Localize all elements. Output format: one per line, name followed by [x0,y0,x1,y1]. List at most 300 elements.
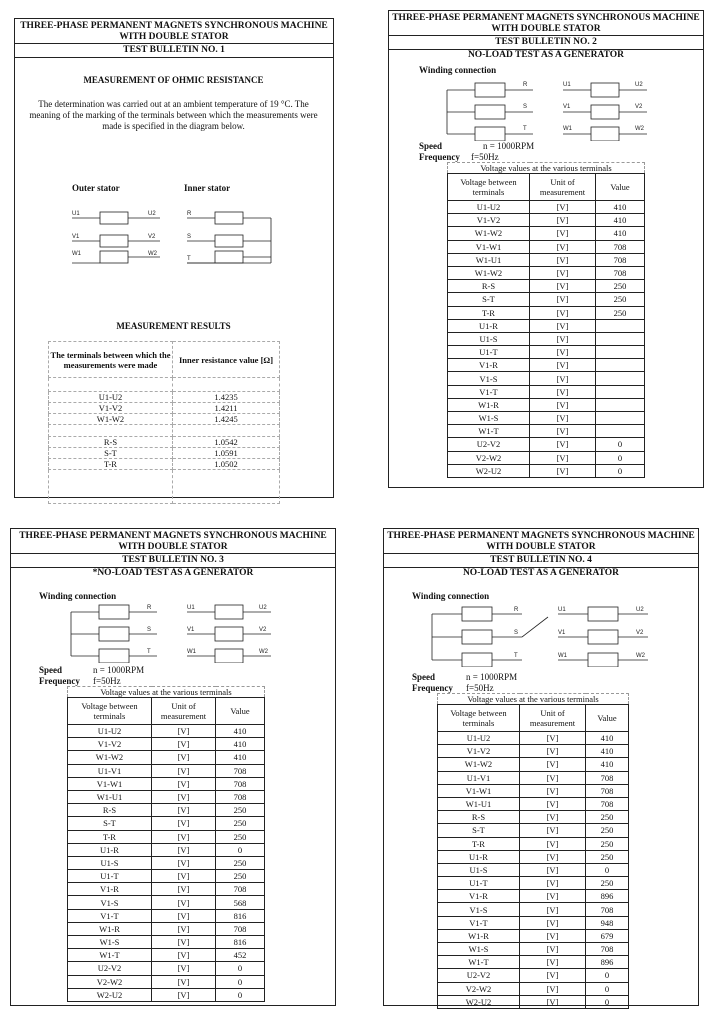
table-row [68,856,265,869]
voltage-table [447,162,645,478]
value-cell: 250 [216,804,265,817]
bulletin-number: TEST BULLETIN NO. 4 [384,554,698,568]
terminals-cell: V2-W2 [68,975,152,988]
value-cell: 250 [216,856,265,869]
table-row [448,425,645,438]
value-cell [596,359,645,372]
unit-cell: [V] [152,830,216,843]
terminals-cell: U2-V2 [68,962,152,975]
terminal-s: S [523,104,528,110]
unit-cell: [V] [530,346,596,359]
machine-title-line1: THREE-PHASE PERMANENT MAGNETS SYNCHRONOUS MACHINE [387,531,695,541]
value-cell: 708 [216,777,265,790]
unit-cell: [V] [520,784,586,797]
terminal-w2: W2 [635,126,644,132]
table-row [438,890,629,903]
terminal-v2: V2 [636,630,644,636]
terminals-cell: U1-T [68,870,152,883]
table-row: R-S 1.0542 [49,437,280,448]
terminals-cell: V2-W2 [448,451,530,464]
terminal-t: T [514,653,518,659]
value-cell: 679 [586,929,629,942]
value-cell: 0 [586,982,629,995]
value-cell: 708 [216,790,265,803]
unit-cell: [V] [530,425,596,438]
unit-cell: [V] [152,817,216,830]
voltage-table [67,686,265,1002]
terminals-cell: V1-T [438,916,520,929]
unit-cell: [V] [520,771,586,784]
unit-cell: [V] [530,359,596,372]
unit-cell: [V] [530,240,596,253]
value-cell: 250 [596,280,645,293]
value-cell [596,332,645,345]
value-cell: 250 [586,824,629,837]
table-row [448,372,645,385]
value-cell: 410 [216,725,265,738]
terminal-v1: V1 [187,627,195,633]
table-row [438,916,629,929]
col-unit: Unit of measurement [530,174,596,201]
unit-cell: [V] [530,438,596,451]
terminal-u2: U2 [148,211,156,217]
description-line3: made is specified in the diagram below. [102,121,245,131]
table-row [68,751,265,764]
terminal-r: R [514,607,519,613]
col-terminals: Voltage between terminals [448,174,530,201]
bulletin-number: TEST BULLETIN NO. 1 [15,44,333,58]
table-row [438,771,629,784]
outer-stator-diagram [70,205,165,265]
value-cell: 250 [216,817,265,830]
unit-cell: [V] [152,883,216,896]
value-cell: 250 [586,850,629,863]
terminals-cell: W1-R [438,929,520,942]
spacer-cell [49,470,173,504]
terminals-cell: R-S [438,811,520,824]
terminals-cell: V1-W1 [438,784,520,797]
terminal-r: R [147,605,152,611]
table-row [68,909,265,922]
table-row [448,398,645,411]
spacer-cell [173,378,280,392]
table-row [68,790,265,803]
speed-value: n = 1000RPM [483,141,535,151]
value-cell [596,398,645,411]
unit-cell: [V] [520,969,586,982]
unit-cell: [V] [152,764,216,777]
terminal-w1: W1 [563,126,572,132]
terminals-cell: W1-W2 [68,751,152,764]
unit-cell: [V] [530,253,596,266]
machine-title [11,529,335,554]
terminal-w2: W2 [636,653,645,659]
terminals-cell: W2-U2 [438,995,520,1008]
unit-cell: [V] [520,995,586,1008]
table-row [438,995,629,1008]
terminals-cell: W1-W2 [438,758,520,771]
outer-stator-label: Outer stator [72,183,120,193]
value-cell: 568 [216,896,265,909]
frequency-label: Frequency [39,676,80,686]
unit-cell: [V] [520,837,586,850]
terminals-cell: U1-V1 [438,771,520,784]
terminals-cell: V1-W1 [68,777,152,790]
terminals-cell: U2-V2 [438,969,520,982]
value-cell: 250 [586,837,629,850]
value-cell: 708 [586,903,629,916]
col-value: Value [596,174,645,201]
unit-cell: [V] [520,824,586,837]
value-cell: 816 [216,909,265,922]
col-unit: Unit of measurement [520,705,586,732]
table-row [438,758,629,771]
results-title: MEASUREMENT RESULTS [116,321,231,331]
terminals-cell: W1-W2 [448,266,530,279]
terminal-s: S [147,627,152,633]
table-row [448,412,645,425]
frequency-label: Frequency [419,152,460,162]
unit-cell: [V] [520,811,586,824]
value-cell: 0 [216,988,265,1001]
voltage-caption: Voltage values at the various terminals [438,694,629,705]
unit-cell: [V] [520,745,586,758]
unit-cell: [V] [520,797,586,810]
value-cell: 0 [596,438,645,451]
terminals-cell: U1-T [448,346,530,359]
terminal-w1: W1 [72,251,81,257]
value-cell: 410 [586,745,629,758]
terminals-cell: U2-V2 [448,438,530,451]
terminals-cell: W1-U1 [68,790,152,803]
unit-cell: [V] [520,929,586,942]
terminals-cell: W1-W2 [448,227,530,240]
value-cell: 708 [596,266,645,279]
value-cell [596,372,645,385]
value-cell: 250 [216,870,265,883]
unit-cell: [V] [530,266,596,279]
value-cell: 708 [586,771,629,784]
table-row [68,738,265,751]
terminals-cell: W1-U1 [448,253,530,266]
outer-winding-diagram [185,601,275,663]
unit-cell: [V] [520,916,586,929]
spacer-cell [49,378,173,392]
terminals-cell: V1-T [448,385,530,398]
table-row [68,883,265,896]
machine-title [15,19,333,44]
terminals-cell: W1-T [438,956,520,969]
unit-cell: [V] [152,949,216,962]
terminal-t: T [187,256,191,262]
machine-title-line2: WITH DOUBLE STATOR [119,31,229,42]
terminals-cell: U1-U2 [448,201,530,214]
terminals-cell: W1-S [438,943,520,956]
terminals-cell: S-T [438,824,520,837]
speed-label: Speed [412,672,436,682]
table-row [68,975,265,988]
value-cell: 0 [216,975,265,988]
value-cell: 410 [216,738,265,751]
test-name: NO-LOAD TEST AS A GENERATOR [467,49,625,60]
value-cell: 708 [586,784,629,797]
table-row [448,253,645,266]
description-line2: meaning of the marking of the terminals between which the measurements were [29,110,318,120]
value-cell: 410 [216,751,265,764]
terminals-cell: W1-R [448,398,530,411]
value-cell: 0 [586,995,629,1008]
unit-cell: [V] [152,843,216,856]
terminal-u2: U2 [636,607,644,613]
terminals-cell: U1-U2 [68,725,152,738]
terminal-u1: U1 [563,82,571,88]
table-row [68,922,265,935]
bulletin-2 [388,10,704,488]
unit-cell: [V] [530,280,596,293]
table-row [438,745,629,758]
section-title: MEASUREMENT OF OHMIC RESISTANCE [83,75,264,85]
unit-cell: [V] [520,850,586,863]
unit-cell: [V] [520,903,586,916]
table-row: S-T 1.0591 [49,448,280,459]
value-cell: 0 [596,464,645,477]
value-cell: 708 [216,764,265,777]
value-cell: 250 [596,293,645,306]
terminal-s: S [187,234,192,240]
value-cell: 250 [586,811,629,824]
value-cell [596,346,645,359]
unit-cell: [V] [152,962,216,975]
table-row [448,293,645,306]
winding-connection-label: Winding connection [39,591,117,601]
table-row: V1-V2 1.4211 [49,403,280,414]
inner-winding-diagram [430,603,550,667]
terminals-cell: V1-V2 [438,745,520,758]
terminal-t: T [147,649,151,655]
terminals-cell: T-R [438,837,520,850]
terminal-v2: V2 [635,104,643,110]
terminals-cell: V1-V2 [68,738,152,751]
value-cell: 0 [216,962,265,975]
unit-cell: [V] [530,398,596,411]
table-row [438,824,629,837]
table-row [68,830,265,843]
voltage-caption: Voltage values at the various terminals [448,163,645,174]
test-name: NO-LOAD TEST AS A GENERATOR [462,567,620,578]
terminal-u1: U1 [72,211,80,217]
table-row [68,817,265,830]
unit-cell: [V] [152,856,216,869]
unit-cell: [V] [530,201,596,214]
terminals-cell: S-T [68,817,152,830]
terminals-cell: U1-U2 [438,732,520,745]
table-row: U1-U2 1.4235 [49,392,280,403]
col-terminals: Voltage between terminals [68,698,152,725]
table-row [448,214,645,227]
spacer-cell [173,470,280,504]
frequency-label: Frequency [412,683,453,693]
table-row [68,936,265,949]
value-cell: 250 [586,877,629,890]
value-cell: 0 [586,969,629,982]
voltage-rows [438,732,629,1009]
unit-cell: [V] [530,214,596,227]
frequency-value: f=50Hz [93,676,121,686]
table-row [448,332,645,345]
terminal-v2: V2 [259,627,267,633]
terminals-cell: V1-S [438,903,520,916]
value-cell [596,385,645,398]
value-cell: 708 [586,797,629,810]
unit-cell: [V] [520,863,586,876]
col-terminals: Voltage between terminals [438,705,520,732]
bulletin-number: TEST BULLETIN NO. 2 [389,36,703,50]
terminals-cell: U1-R [438,850,520,863]
terminals-cell: U1-S [438,863,520,876]
table-row [438,982,629,995]
value-cell: 816 [216,936,265,949]
bulletin-1 [14,18,334,498]
terminal-r: R [187,211,192,217]
unit-cell: [V] [152,804,216,817]
unit-cell: [V] [530,412,596,425]
unit-cell: [V] [520,758,586,771]
machine-title [384,529,698,554]
table-row: T-R 1.0502 [49,459,280,470]
value-cell [596,412,645,425]
unit-cell: [V] [152,751,216,764]
table-row [438,943,629,956]
terminal-u2: U2 [635,82,643,88]
table-row [448,359,645,372]
terminals-cell: V1-S [68,896,152,909]
unit-cell: [V] [520,732,586,745]
unit-cell: [V] [530,293,596,306]
table-row [68,896,265,909]
unit-cell: [V] [530,227,596,240]
col-terminals: The terminals between which the measurements were made [49,342,173,378]
inner-winding-diagram [69,601,159,663]
bulletin-3 [10,528,336,1006]
unit-cell: [V] [152,777,216,790]
table-row [68,777,265,790]
value-cell: 410 [596,201,645,214]
value-cell [596,425,645,438]
unit-cell: [V] [530,372,596,385]
terminals-cell: W1-S [68,936,152,949]
machine-title-line2: WITH DOUBLE STATOR [491,23,601,34]
inner-stator-diagram [185,205,280,265]
unit-cell: [V] [530,464,596,477]
value-cell: 250 [216,830,265,843]
unit-cell: [V] [152,922,216,935]
col-unit: Unit of measurement [152,698,216,725]
table-row [448,201,645,214]
spacer-cell [173,425,280,437]
speed-label: Speed [419,141,443,151]
col-value: Value [586,705,629,732]
value-cell: 708 [216,922,265,935]
terminals-cell: W1-S [448,412,530,425]
table-row [438,797,629,810]
unit-cell: [V] [152,975,216,988]
table-row: W1-W2 1.4245 [49,414,280,425]
machine-title-line1: THREE-PHASE PERMANENT MAGNETS SYNCHRONOUS MACHINE [19,531,327,541]
terminals-cell: U1-S [448,332,530,345]
terminal-w1: W1 [558,653,567,659]
unit-cell: [V] [152,725,216,738]
terminal-w1: W1 [187,649,196,655]
terminals-cell: V1-W1 [448,240,530,253]
value-cell: 896 [586,890,629,903]
table-row [438,877,629,890]
value-cell: 708 [596,253,645,266]
terminals-cell: R-S [448,280,530,293]
table-row [68,870,265,883]
terminals-cell: T-R [68,830,152,843]
test-name: *NO-LOAD TEST AS A GENERATOR [92,567,254,578]
table-row [438,969,629,982]
table-row [448,227,645,240]
unit-cell: [V] [152,909,216,922]
value-cell: 896 [586,956,629,969]
terminals-cell: W2-U2 [68,988,152,1001]
unit-cell: [V] [152,936,216,949]
unit-cell: [V] [530,385,596,398]
terminals-cell: W1-T [68,949,152,962]
frequency-value: f=50Hz [466,683,494,693]
bulletin-4 [383,528,699,1006]
table-row [448,438,645,451]
machine-title [389,11,703,36]
unit-cell: [V] [152,896,216,909]
table-row [438,903,629,916]
voltage-rows [68,725,265,1002]
unit-cell: [V] [530,319,596,332]
terminals-cell: V1-V2 [448,214,530,227]
voltage-rows [448,201,645,478]
unit-cell: [V] [152,870,216,883]
table-row [68,843,265,856]
outer-winding-diagram [561,77,651,141]
description-line1: The determination was carried out at an ambient temperature of 19 °C. The [38,99,309,109]
outer-winding-diagram [556,603,652,667]
terminals-cell: V2-W2 [438,982,520,995]
terminals-cell: V1-R [68,883,152,896]
terminal-v1: V1 [563,104,571,110]
terminals-cell: U1-R [448,319,530,332]
unit-cell: [V] [520,943,586,956]
terminal-u2: U2 [259,605,267,611]
table-row [448,319,645,332]
table-row [448,464,645,477]
table-row [448,240,645,253]
table-row [68,988,265,1001]
bulletin-number: TEST BULLETIN NO. 3 [11,554,335,568]
table-row [438,784,629,797]
terminals-cell: W1-U1 [438,797,520,810]
value-cell: 410 [586,758,629,771]
table-row [438,732,629,745]
terminal-w2: W2 [148,251,157,257]
value-cell: 410 [596,214,645,227]
unit-cell: [V] [520,877,586,890]
unit-cell: [V] [152,738,216,751]
terminals-cell: U1-R [68,843,152,856]
table-row [448,346,645,359]
value-cell: 250 [596,306,645,319]
unit-cell: [V] [152,790,216,803]
